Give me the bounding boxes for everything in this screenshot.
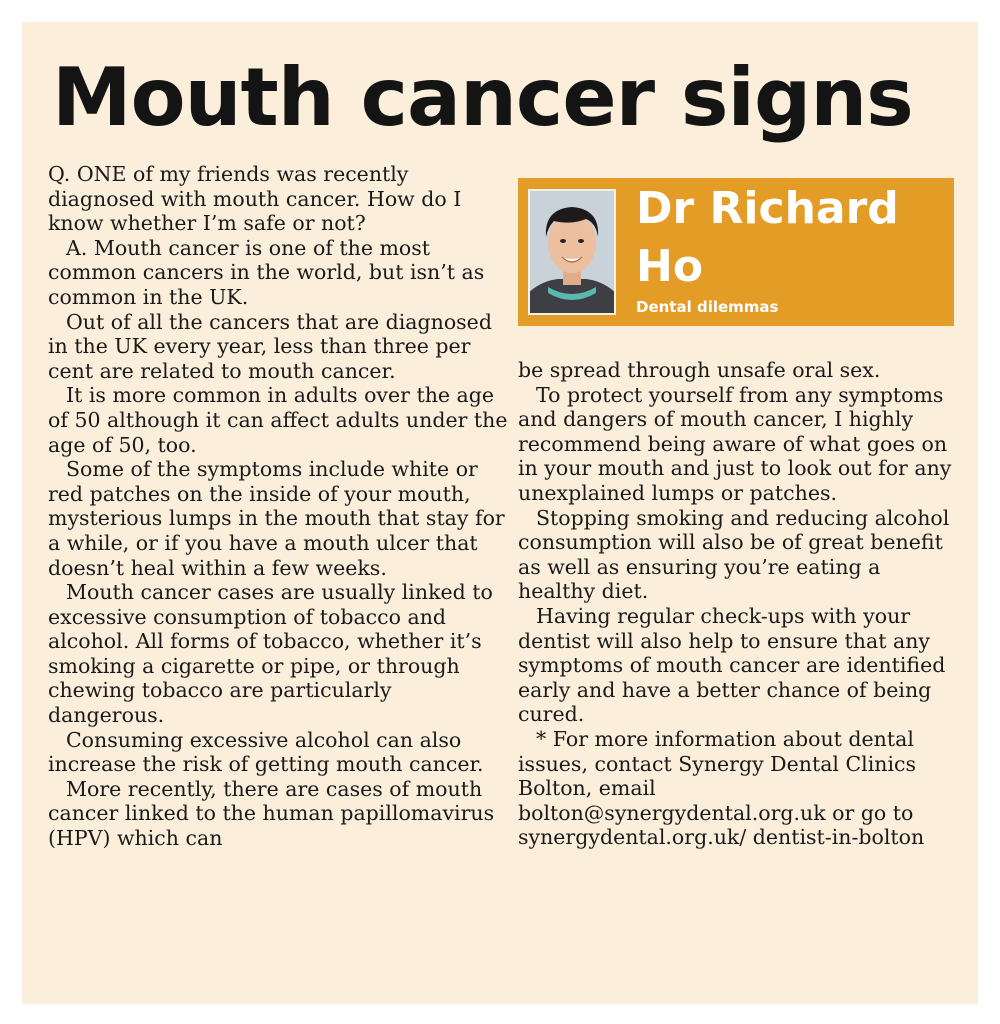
article-paragraph: Mouth cancer cases are usually linked to excessive consumption of tobacco and alcohol. All forms of tobacco, whether it’s smoking a cigarette or pipe, or through chewing tobacco are particularly dangerous. bbox=[48, 580, 493, 728]
author-portrait-icon bbox=[530, 191, 614, 313]
article-paragraph: A. Mouth cancer is one of the most common cancers in the world, but isn’t as common in the UK. bbox=[48, 235, 485, 309]
article-paragraph: To protect yourself from any symptoms and dangers of mouth cancer, I highly recommend being aware of what goes on in your mouth and just to look out for any unexplained lumps or patches. bbox=[518, 382, 952, 505]
article-paragraph: Q. ONE of my friends was recently diagnosed with mouth cancer. How do I know whether I’m safe or not? bbox=[48, 162, 462, 236]
article-paragraph: Having regular check-ups with your dentist will also help to ensure that any symptoms of mouth cancer are identified early and have a better chance of being cured. bbox=[518, 603, 946, 727]
column-name: Dental dilemmas bbox=[636, 298, 779, 316]
article-paragraph: It is more common in adults over the age of 50 although it can affect adults under the age of 50, too. bbox=[48, 383, 508, 457]
author-photo bbox=[528, 189, 616, 315]
headline: Mouth cancer signs bbox=[52, 51, 913, 144]
article-column-left bbox=[48, 162, 510, 851]
newspaper-clipping bbox=[22, 22, 978, 1004]
author-name: Dr Richard Ho bbox=[636, 183, 899, 292]
article-paragraph: Consuming excessive alcohol can also increase the risk of getting mouth cancer. bbox=[48, 727, 484, 777]
article-paragraph: Some of the symptoms include white or red patches on the inside of your mouth, mysterious lumps in the mouth that stay for a while, or if you have a mouth ulcer that doesn’t heal within a few weeks. bbox=[48, 457, 505, 580]
article-column-right bbox=[518, 358, 958, 850]
article-paragraph: More recently, there are cases of mouth cancer linked to the human papillomavirus (HPV) which can bbox=[48, 776, 495, 851]
byline-box bbox=[518, 178, 954, 326]
article-paragraph: Stopping smoking and reducing alcohol consumption will also be of great benefit as well as ensuring you’re eating a healthy diet. bbox=[518, 505, 950, 604]
article-paragraph: Out of all the cancers that are diagnosed in the UK every year, less than three per cent are related to mouth cancer. bbox=[48, 309, 492, 383]
article-paragraph: * For more information about dental issues, contact Synergy Dental Clinics Bolton, email bolton@synergydental.org.uk or go to synergydental.org.uk/ dentist-in-bolton bbox=[518, 726, 925, 850]
article-paragraph: be spread through unsafe oral sex. bbox=[518, 358, 881, 382]
